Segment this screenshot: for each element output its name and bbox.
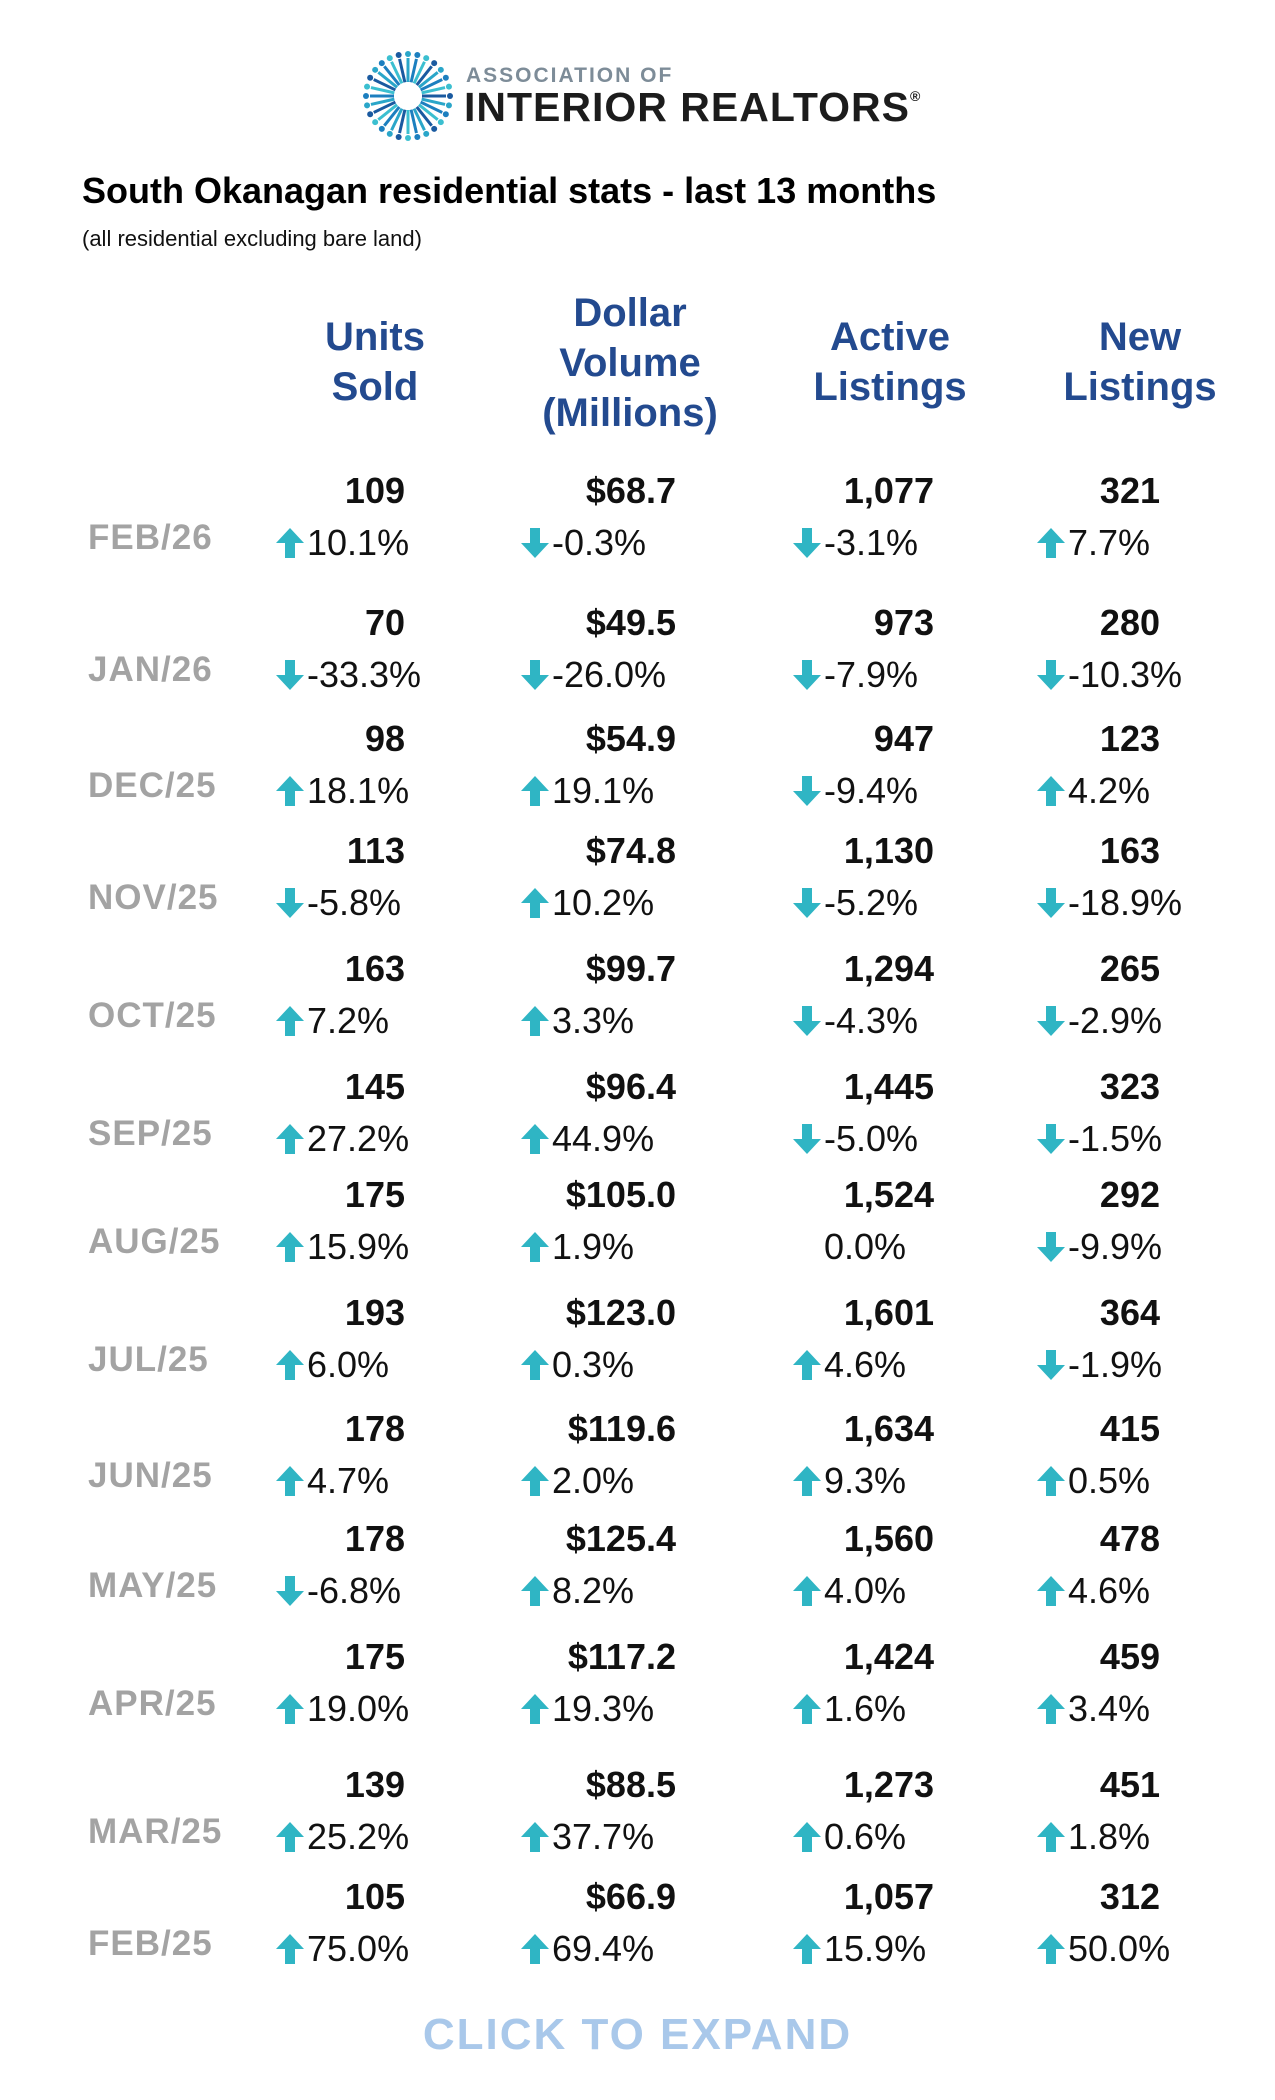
stat-change (792, 654, 918, 696)
column-header-line: Volume (559, 341, 701, 385)
arrow-up-icon (520, 1574, 550, 1606)
stat-value: 312 (1099, 1876, 1160, 1917)
click-to-expand-link[interactable]: CLICK TO EXPAND (422, 2010, 853, 2059)
stat-change (520, 522, 646, 564)
change-percent: 4.7% (307, 1460, 390, 1501)
stat-value: $105.0 (565, 1174, 676, 1215)
change-percent: 7.2% (307, 1000, 390, 1041)
logo-line-1: ASSOCIATION OF (466, 64, 674, 87)
arrow-down-icon (1036, 1004, 1066, 1036)
month-label: MAY/25 (88, 1566, 218, 1605)
stat-value: 109 (344, 470, 405, 511)
column-header-new-listings (1040, 312, 1240, 412)
change-percent: 0.0% (824, 1226, 907, 1267)
arrow-down-icon (792, 774, 822, 806)
arrow-down-icon (520, 658, 550, 690)
arrow-up-icon (1036, 1574, 1066, 1606)
stat-change (792, 1118, 918, 1160)
month-label: MAR/25 (88, 1812, 223, 1851)
change-percent: -33.3% (307, 654, 422, 695)
column-header-line: Dollar (573, 291, 687, 335)
stat-change (520, 1460, 634, 1502)
arrow-up-icon (275, 1348, 305, 1380)
change-percent: -0.3% (552, 522, 647, 563)
change-percent: 6.0% (307, 1344, 390, 1385)
stat-change (792, 1570, 906, 1612)
arrow-up-icon (1036, 526, 1066, 558)
column-header-line: Listings (1063, 365, 1217, 409)
change-percent: 10.1% (307, 522, 410, 563)
page-subtitle: (all residential excluding bare land) (82, 226, 422, 251)
month-label: APR/25 (88, 1684, 217, 1723)
stat-value: 280 (1099, 602, 1160, 643)
change-percent: -10.3% (1068, 654, 1183, 695)
stat-change (520, 882, 654, 924)
stat-change (520, 654, 666, 696)
arrow-up-icon (1036, 1932, 1066, 1964)
change-percent: 0.3% (552, 1344, 635, 1385)
change-percent: 19.3% (552, 1688, 655, 1729)
column-header-line: (Millions) (542, 391, 718, 435)
stat-change (520, 770, 654, 812)
change-percent: 27.2% (307, 1118, 410, 1159)
change-percent: 44.9% (552, 1118, 655, 1159)
change-percent: 75.0% (307, 1928, 410, 1969)
stat-change (520, 1688, 654, 1730)
stat-value: $119.6 (567, 1408, 676, 1449)
stat-change (275, 1570, 401, 1612)
stat-change (275, 1344, 389, 1386)
stat-value: 145 (344, 1066, 405, 1107)
stat-change (1036, 654, 1182, 696)
arrow-up-icon (275, 774, 305, 806)
stat-change (275, 522, 409, 564)
stat-value: 105 (344, 1876, 405, 1917)
change-percent: 25.2% (307, 1816, 410, 1857)
arrow-up-icon (792, 1692, 822, 1724)
stat-value: $99.7 (585, 948, 676, 989)
stat-change (275, 1226, 409, 1268)
stat-change (275, 1000, 389, 1042)
arrow-up-icon (520, 1932, 550, 1964)
month-label: DEC/25 (88, 766, 217, 805)
arrow-up-icon (792, 1574, 822, 1606)
arrow-up-icon (275, 1820, 305, 1852)
month-label: OCT/25 (88, 996, 217, 1035)
change-percent: 15.9% (824, 1928, 927, 1969)
change-percent: -9.9% (1068, 1226, 1163, 1267)
stat-change (792, 1928, 926, 1970)
change-percent: 0.5% (1068, 1460, 1151, 1501)
stat-change (275, 1118, 409, 1160)
starburst-logo-icon (360, 48, 456, 144)
month-label: JUL/25 (88, 1340, 209, 1379)
change-percent: 19.0% (307, 1688, 410, 1729)
change-percent: -1.5% (1068, 1118, 1163, 1159)
arrow-up-icon (275, 1122, 305, 1154)
arrow-up-icon (520, 1122, 550, 1154)
month-label: FEB/26 (88, 518, 213, 557)
arrow-down-icon (275, 886, 305, 918)
stat-change (1036, 770, 1150, 812)
stat-change (792, 770, 918, 812)
arrow-down-icon (275, 658, 305, 690)
stat-change (792, 1460, 906, 1502)
change-percent: 4.0% (824, 1570, 907, 1611)
stat-value: 1,445 (843, 1066, 934, 1107)
arrow-up-icon (520, 1820, 550, 1852)
change-percent: 9.3% (824, 1460, 907, 1501)
stat-value: 70 (364, 602, 405, 643)
arrow-down-icon (792, 526, 822, 558)
stat-change (520, 1226, 634, 1268)
column-header-active-listings (790, 312, 990, 412)
arrow-up-icon (520, 1004, 550, 1036)
arrow-up-icon (275, 526, 305, 558)
arrow-down-icon (792, 1004, 822, 1036)
arrow-up-icon (1036, 774, 1066, 806)
stat-change (520, 1816, 654, 1858)
stat-value: 113 (346, 830, 405, 871)
arrow-up-icon (275, 1692, 305, 1724)
stat-value: 1,130 (843, 830, 934, 871)
change-percent: 0.6% (824, 1816, 907, 1857)
arrow-down-icon (1036, 886, 1066, 918)
stat-value: 973 (873, 602, 934, 643)
stat-change (1036, 1928, 1170, 1970)
arrow-up-icon (792, 1464, 822, 1496)
arrow-down-icon (1036, 1230, 1066, 1262)
change-percent: 3.3% (552, 1000, 635, 1041)
change-percent: -5.8% (307, 882, 402, 923)
change-percent: 1.6% (824, 1688, 907, 1729)
stat-value: 451 (1099, 1764, 1160, 1805)
change-percent: 8.2% (552, 1570, 635, 1611)
arrow-down-icon (1036, 658, 1066, 690)
month-label: FEB/25 (88, 1924, 213, 1963)
arrow-down-icon (1036, 1348, 1066, 1380)
stat-value: 1,560 (843, 1518, 934, 1559)
arrow-up-icon (275, 1230, 305, 1262)
change-percent: -5.2% (824, 882, 919, 923)
month-label: SEP/25 (88, 1114, 213, 1153)
change-percent: 4.2% (1068, 770, 1151, 811)
arrow-up-icon (792, 1932, 822, 1964)
stat-value: $54.9 (585, 718, 676, 759)
stat-value: $74.8 (585, 830, 676, 871)
stat-value: 163 (344, 948, 405, 989)
stat-change (1036, 1460, 1150, 1502)
arrow-down-icon (520, 526, 550, 558)
column-header-dollar-volume (520, 288, 740, 438)
arrow-down-icon (1036, 1122, 1066, 1154)
stat-value: 265 (1099, 948, 1160, 989)
change-percent: -4.3% (824, 1000, 919, 1041)
change-percent: -9.4% (824, 770, 919, 811)
change-percent: 1.9% (552, 1226, 635, 1267)
logo-line-2 (464, 84, 921, 131)
stat-value: 139 (344, 1764, 405, 1805)
stat-value: 98 (364, 718, 405, 759)
stat-value: 321 (1099, 470, 1160, 511)
arrow-down-icon (792, 658, 822, 690)
stat-value: $68.7 (585, 470, 676, 511)
stat-change (275, 654, 421, 696)
change-percent: -6.8% (307, 1570, 402, 1611)
stat-value: $49.5 (585, 602, 676, 643)
stat-change (1036, 1570, 1150, 1612)
stat-value: $88.5 (585, 1764, 676, 1805)
stat-value: $66.9 (585, 1876, 676, 1917)
stat-change (792, 1688, 906, 1730)
column-header-line: Listings (813, 365, 967, 409)
month-label: JUN/25 (88, 1456, 213, 1495)
stat-value: 1,634 (843, 1408, 934, 1449)
arrow-up-icon (520, 1464, 550, 1496)
arrow-up-icon (1036, 1464, 1066, 1496)
stat-value: $123.0 (565, 1292, 676, 1333)
arrow-up-icon (520, 1692, 550, 1724)
stat-change (520, 1344, 634, 1386)
change-percent: 7.7% (1068, 522, 1151, 563)
stat-value: 1,077 (843, 470, 934, 511)
stat-change (1036, 1688, 1150, 1730)
change-percent: 10.2% (552, 882, 655, 923)
change-percent: -3.1% (824, 522, 919, 563)
arrow-up-icon (275, 1004, 305, 1036)
arrow-up-icon (520, 774, 550, 806)
column-header-line: New (1098, 315, 1182, 359)
change-percent: 4.6% (1068, 1570, 1151, 1611)
stat-value: 193 (344, 1292, 405, 1333)
stat-change (1036, 522, 1150, 564)
stat-value: 947 (873, 718, 934, 759)
stat-change (792, 882, 918, 924)
stat-value: 1,273 (843, 1764, 934, 1805)
change-percent: -5.0% (824, 1118, 919, 1159)
stat-change (1036, 882, 1182, 924)
stat-value: 415 (1099, 1408, 1160, 1449)
change-percent: 18.1% (307, 770, 410, 811)
stat-change (275, 1816, 409, 1858)
change-percent: -18.9% (1068, 882, 1183, 923)
stat-change (792, 522, 918, 564)
registered-mark: ® (910, 88, 922, 104)
page-title: South Okanagan residential stats - last 13 months (82, 170, 937, 211)
stat-change (1036, 1118, 1162, 1160)
stat-change (520, 1570, 634, 1612)
stat-change (520, 1118, 654, 1160)
arrow-down-icon (792, 886, 822, 918)
stat-value: 364 (1099, 1292, 1160, 1333)
stat-value: 178 (344, 1518, 405, 1559)
stat-value: 178 (344, 1408, 405, 1449)
stat-change (792, 1344, 906, 1386)
month-label: NOV/25 (88, 878, 219, 917)
stat-value: 1,294 (843, 948, 934, 989)
change-percent: 19.1% (552, 770, 655, 811)
stat-value: 1,057 (843, 1876, 934, 1917)
arrow-up-icon (1036, 1692, 1066, 1724)
column-header-units-sold (300, 312, 450, 412)
stat-value: 459 (1099, 1636, 1160, 1677)
change-percent: -7.9% (824, 654, 919, 695)
stat-change (792, 1816, 906, 1858)
column-header-line: Active (829, 315, 951, 359)
stat-change (1036, 1816, 1150, 1858)
stat-change (275, 1928, 409, 1970)
change-percent: -1.9% (1068, 1344, 1163, 1385)
logo-name-text: INTERIOR REALTORS (464, 84, 910, 130)
arrow-up-icon (1036, 1820, 1066, 1852)
stat-change (275, 882, 401, 924)
arrow-up-icon (275, 1464, 305, 1496)
column-header-line: Units (325, 315, 425, 359)
stat-value: 323 (1099, 1066, 1160, 1107)
change-percent: 15.9% (307, 1226, 410, 1267)
stat-change (520, 1928, 654, 1970)
arrow-up-icon (520, 1230, 550, 1262)
arrow-down-icon (792, 1122, 822, 1154)
stat-value: $96.4 (585, 1066, 676, 1107)
arrow-up-icon (520, 1348, 550, 1380)
stat-value: 175 (344, 1174, 405, 1215)
arrow-down-icon (275, 1574, 305, 1606)
stat-change (1036, 1344, 1162, 1386)
change-percent: 4.6% (824, 1344, 907, 1385)
stat-change (275, 1688, 409, 1730)
change-percent: 2.0% (552, 1460, 635, 1501)
stat-change (792, 1000, 918, 1042)
association-logo (360, 48, 960, 144)
stat-value: 1,601 (843, 1292, 934, 1333)
stat-change (1036, 1000, 1162, 1042)
stat-value: 292 (1099, 1174, 1160, 1215)
arrow-up-icon (792, 1348, 822, 1380)
stat-value: 1,424 (843, 1636, 934, 1677)
month-label: JAN/26 (88, 650, 213, 689)
change-percent: 3.4% (1068, 1688, 1151, 1729)
change-percent: 50.0% (1068, 1928, 1171, 1969)
stat-value: 175 (344, 1636, 405, 1677)
change-percent: -26.0% (552, 654, 667, 695)
arrow-up-icon (792, 1820, 822, 1852)
arrow-up-icon (520, 886, 550, 918)
month-label: AUG/25 (88, 1222, 221, 1261)
stat-change (792, 1226, 906, 1268)
change-percent: -2.9% (1068, 1000, 1163, 1041)
stat-change (520, 1000, 634, 1042)
column-header-line: Sold (331, 365, 419, 409)
change-percent: 37.7% (552, 1816, 655, 1857)
stat-value: 478 (1099, 1518, 1160, 1559)
change-percent: 69.4% (552, 1928, 655, 1969)
stat-change (275, 770, 409, 812)
stat-value: $125.4 (565, 1518, 676, 1559)
stat-value: 1,524 (843, 1174, 934, 1215)
stat-change (1036, 1226, 1162, 1268)
stat-value: $117.2 (567, 1636, 676, 1677)
stat-change (275, 1460, 389, 1502)
stat-value: 163 (1099, 830, 1160, 871)
change-percent: 1.8% (1068, 1816, 1151, 1857)
stat-value: 123 (1099, 718, 1160, 759)
arrow-up-icon (275, 1932, 305, 1964)
